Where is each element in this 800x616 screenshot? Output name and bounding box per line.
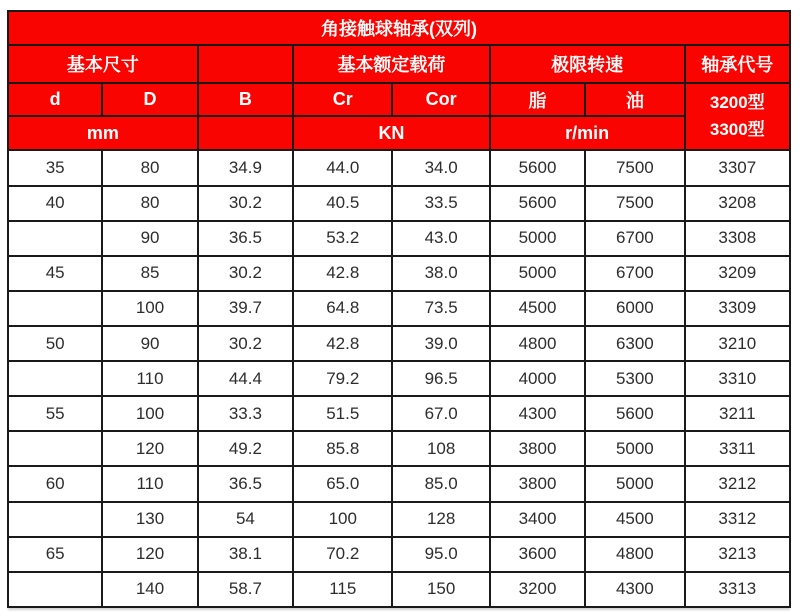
- table-cell: 80: [102, 186, 197, 221]
- group-header-empty-b: [198, 45, 293, 83]
- table-cell: [8, 361, 102, 396]
- table-row: [8, 537, 790, 572]
- table-cell: 4300: [585, 572, 684, 607]
- table-title: 角接触球轴承(双列): [8, 11, 790, 45]
- table-cell: 80: [102, 150, 197, 185]
- table-cell: 6700: [585, 221, 684, 256]
- unit-load-kn: KN: [293, 116, 490, 150]
- table-row: [8, 466, 790, 501]
- table-cell: 3213: [685, 537, 790, 572]
- table-cell: 39.0: [392, 326, 489, 361]
- table-cell: 35: [8, 150, 102, 185]
- table-cell: 79.2: [293, 361, 392, 396]
- table-cell: 42.8: [293, 256, 392, 291]
- table-cell: 128: [392, 502, 489, 537]
- table-cell: 45: [8, 256, 102, 291]
- table-cell: 42.8: [293, 326, 392, 361]
- table-cell: 36.5: [198, 221, 293, 256]
- table-cell: 5000: [585, 466, 684, 501]
- table-cell: 3211: [685, 396, 790, 431]
- table-cell: 3311: [685, 431, 790, 466]
- group-header-basic-dimensions: 基本尺寸: [8, 45, 198, 83]
- table-cell: [8, 431, 102, 466]
- column-header-d: d: [8, 83, 102, 116]
- column-header-Cor: Cor: [392, 83, 489, 116]
- table-cell: 50: [8, 326, 102, 361]
- bearing-code-models-cell: [685, 83, 790, 150]
- table-row: [8, 256, 790, 291]
- data-rows: [8, 150, 790, 607]
- table-cell: 38.1: [198, 537, 293, 572]
- table-cell: 130: [102, 502, 197, 537]
- unit-empty-b: [198, 116, 293, 150]
- table-cell: 30.2: [198, 186, 293, 221]
- table-cell: 5000: [585, 431, 684, 466]
- group-header-bearing-code: 轴承代号: [685, 45, 790, 83]
- table-cell: 100: [102, 291, 197, 326]
- table-cell: [8, 572, 102, 607]
- table-cell: 30.2: [198, 256, 293, 291]
- table-cell: 85.0: [392, 466, 489, 501]
- table-cell: 120: [102, 537, 197, 572]
- table-cell: 5000: [490, 221, 585, 256]
- table-cell: 100: [293, 502, 392, 537]
- table-row: [8, 186, 790, 221]
- table-cell: 3310: [685, 361, 790, 396]
- column-header-B: B: [198, 83, 293, 116]
- table-cell: 85: [102, 256, 197, 291]
- table-row: [8, 361, 790, 396]
- table-cell: [8, 221, 102, 256]
- column-header-grease: 脂: [490, 83, 585, 116]
- table-cell: 3210: [685, 326, 790, 361]
- table-row: [8, 291, 790, 326]
- table-cell: 3800: [490, 431, 585, 466]
- table-cell: 95.0: [392, 537, 489, 572]
- unit-row: [8, 116, 790, 150]
- table-cell: 4500: [585, 502, 684, 537]
- table-row: [8, 150, 790, 185]
- table-cell: 55: [8, 396, 102, 431]
- table-row: [8, 396, 790, 431]
- unit-dimensions-mm: mm: [8, 116, 198, 150]
- column-header-row: [8, 83, 790, 116]
- table-cell: 120: [102, 431, 197, 466]
- table-cell: 100: [102, 396, 197, 431]
- table-cell: 33.3: [198, 396, 293, 431]
- table-cell: 85.8: [293, 431, 392, 466]
- table-cell: 3307: [685, 150, 790, 185]
- table-cell: 150: [392, 572, 489, 607]
- column-header-oil: 油: [585, 83, 684, 116]
- table-cell: 5300: [585, 361, 684, 396]
- table-cell: 6700: [585, 256, 684, 291]
- table-cell: 7500: [585, 150, 684, 185]
- table-cell: 58.7: [198, 572, 293, 607]
- table-cell: 3208: [685, 186, 790, 221]
- table-cell: 34.0: [392, 150, 489, 185]
- table-cell: 4000: [490, 361, 585, 396]
- table-cell: 33.5: [392, 186, 489, 221]
- table-cell: 44.0: [293, 150, 392, 185]
- table-cell: 4800: [585, 537, 684, 572]
- bearing-code-model-3300: 3300型: [709, 119, 765, 139]
- table-cell: 4300: [490, 396, 585, 431]
- table-cell: 5600: [490, 186, 585, 221]
- table-cell: 65: [8, 537, 102, 572]
- table-cell: 43.0: [392, 221, 489, 256]
- table-cell: 3400: [490, 502, 585, 537]
- table-cell: 65.0: [293, 466, 392, 501]
- table-title-row: [8, 11, 790, 45]
- table-row: [8, 431, 790, 466]
- table-cell: 7500: [585, 186, 684, 221]
- table-cell: 5000: [490, 256, 585, 291]
- table-cell: 4500: [490, 291, 585, 326]
- table-cell: 90: [102, 326, 197, 361]
- table-cell: 38.0: [392, 256, 489, 291]
- table-cell: 5600: [585, 396, 684, 431]
- unit-speed-rmin: r/min: [490, 116, 685, 150]
- table-cell: 53.2: [293, 221, 392, 256]
- table-cell: 60: [8, 466, 102, 501]
- table-cell: 30.2: [198, 326, 293, 361]
- table-cell: [8, 291, 102, 326]
- bearing-code-model-3200: 3200型: [709, 93, 765, 113]
- group-header-limiting-speed: 极限转速: [490, 45, 685, 83]
- table-cell: 140: [102, 572, 197, 607]
- table-row: [8, 572, 790, 607]
- group-header-basic-load-rating: 基本额定载荷: [293, 45, 490, 83]
- table-cell: 3313: [685, 572, 790, 607]
- table-cell: 51.5: [293, 396, 392, 431]
- table-cell: 49.2: [198, 431, 293, 466]
- table-cell: 6300: [585, 326, 684, 361]
- table-cell: 3309: [685, 291, 790, 326]
- table-cell: 40: [8, 186, 102, 221]
- table-cell: 73.5: [392, 291, 489, 326]
- table-row: [8, 221, 790, 256]
- table-cell: 3800: [490, 466, 585, 501]
- table-cell: 115: [293, 572, 392, 607]
- table-cell: 110: [102, 466, 197, 501]
- table-cell: 5600: [490, 150, 585, 185]
- table-cell: 3308: [685, 221, 790, 256]
- table-cell: 3600: [490, 537, 585, 572]
- table-row: [8, 502, 790, 537]
- table-cell: 34.9: [198, 150, 293, 185]
- table-cell: 96.5: [392, 361, 489, 396]
- table-cell: 90: [102, 221, 197, 256]
- group-header-row: [8, 45, 790, 83]
- table-cell: 44.4: [198, 361, 293, 396]
- table-cell: 108: [392, 431, 489, 466]
- table-cell: 70.2: [293, 537, 392, 572]
- table-cell: 4800: [490, 326, 585, 361]
- table-cell: 64.8: [293, 291, 392, 326]
- table-cell: 36.5: [198, 466, 293, 501]
- table-cell: 54: [198, 502, 293, 537]
- table-cell: 67.0: [392, 396, 489, 431]
- bearing-spec-table: [7, 10, 791, 608]
- table-cell: 3312: [685, 502, 790, 537]
- table-cell: 3200: [490, 572, 585, 607]
- table-cell: [8, 502, 102, 537]
- column-header-D: D: [102, 83, 197, 116]
- table-cell: 110: [102, 361, 197, 396]
- table-row: [8, 326, 790, 361]
- table-cell: 6000: [585, 291, 684, 326]
- table-cell: 3212: [685, 466, 790, 501]
- table-cell: 39.7: [198, 291, 293, 326]
- table-cell: 40.5: [293, 186, 392, 221]
- column-header-Cr: Cr: [293, 83, 392, 116]
- table-cell: 3209: [685, 256, 790, 291]
